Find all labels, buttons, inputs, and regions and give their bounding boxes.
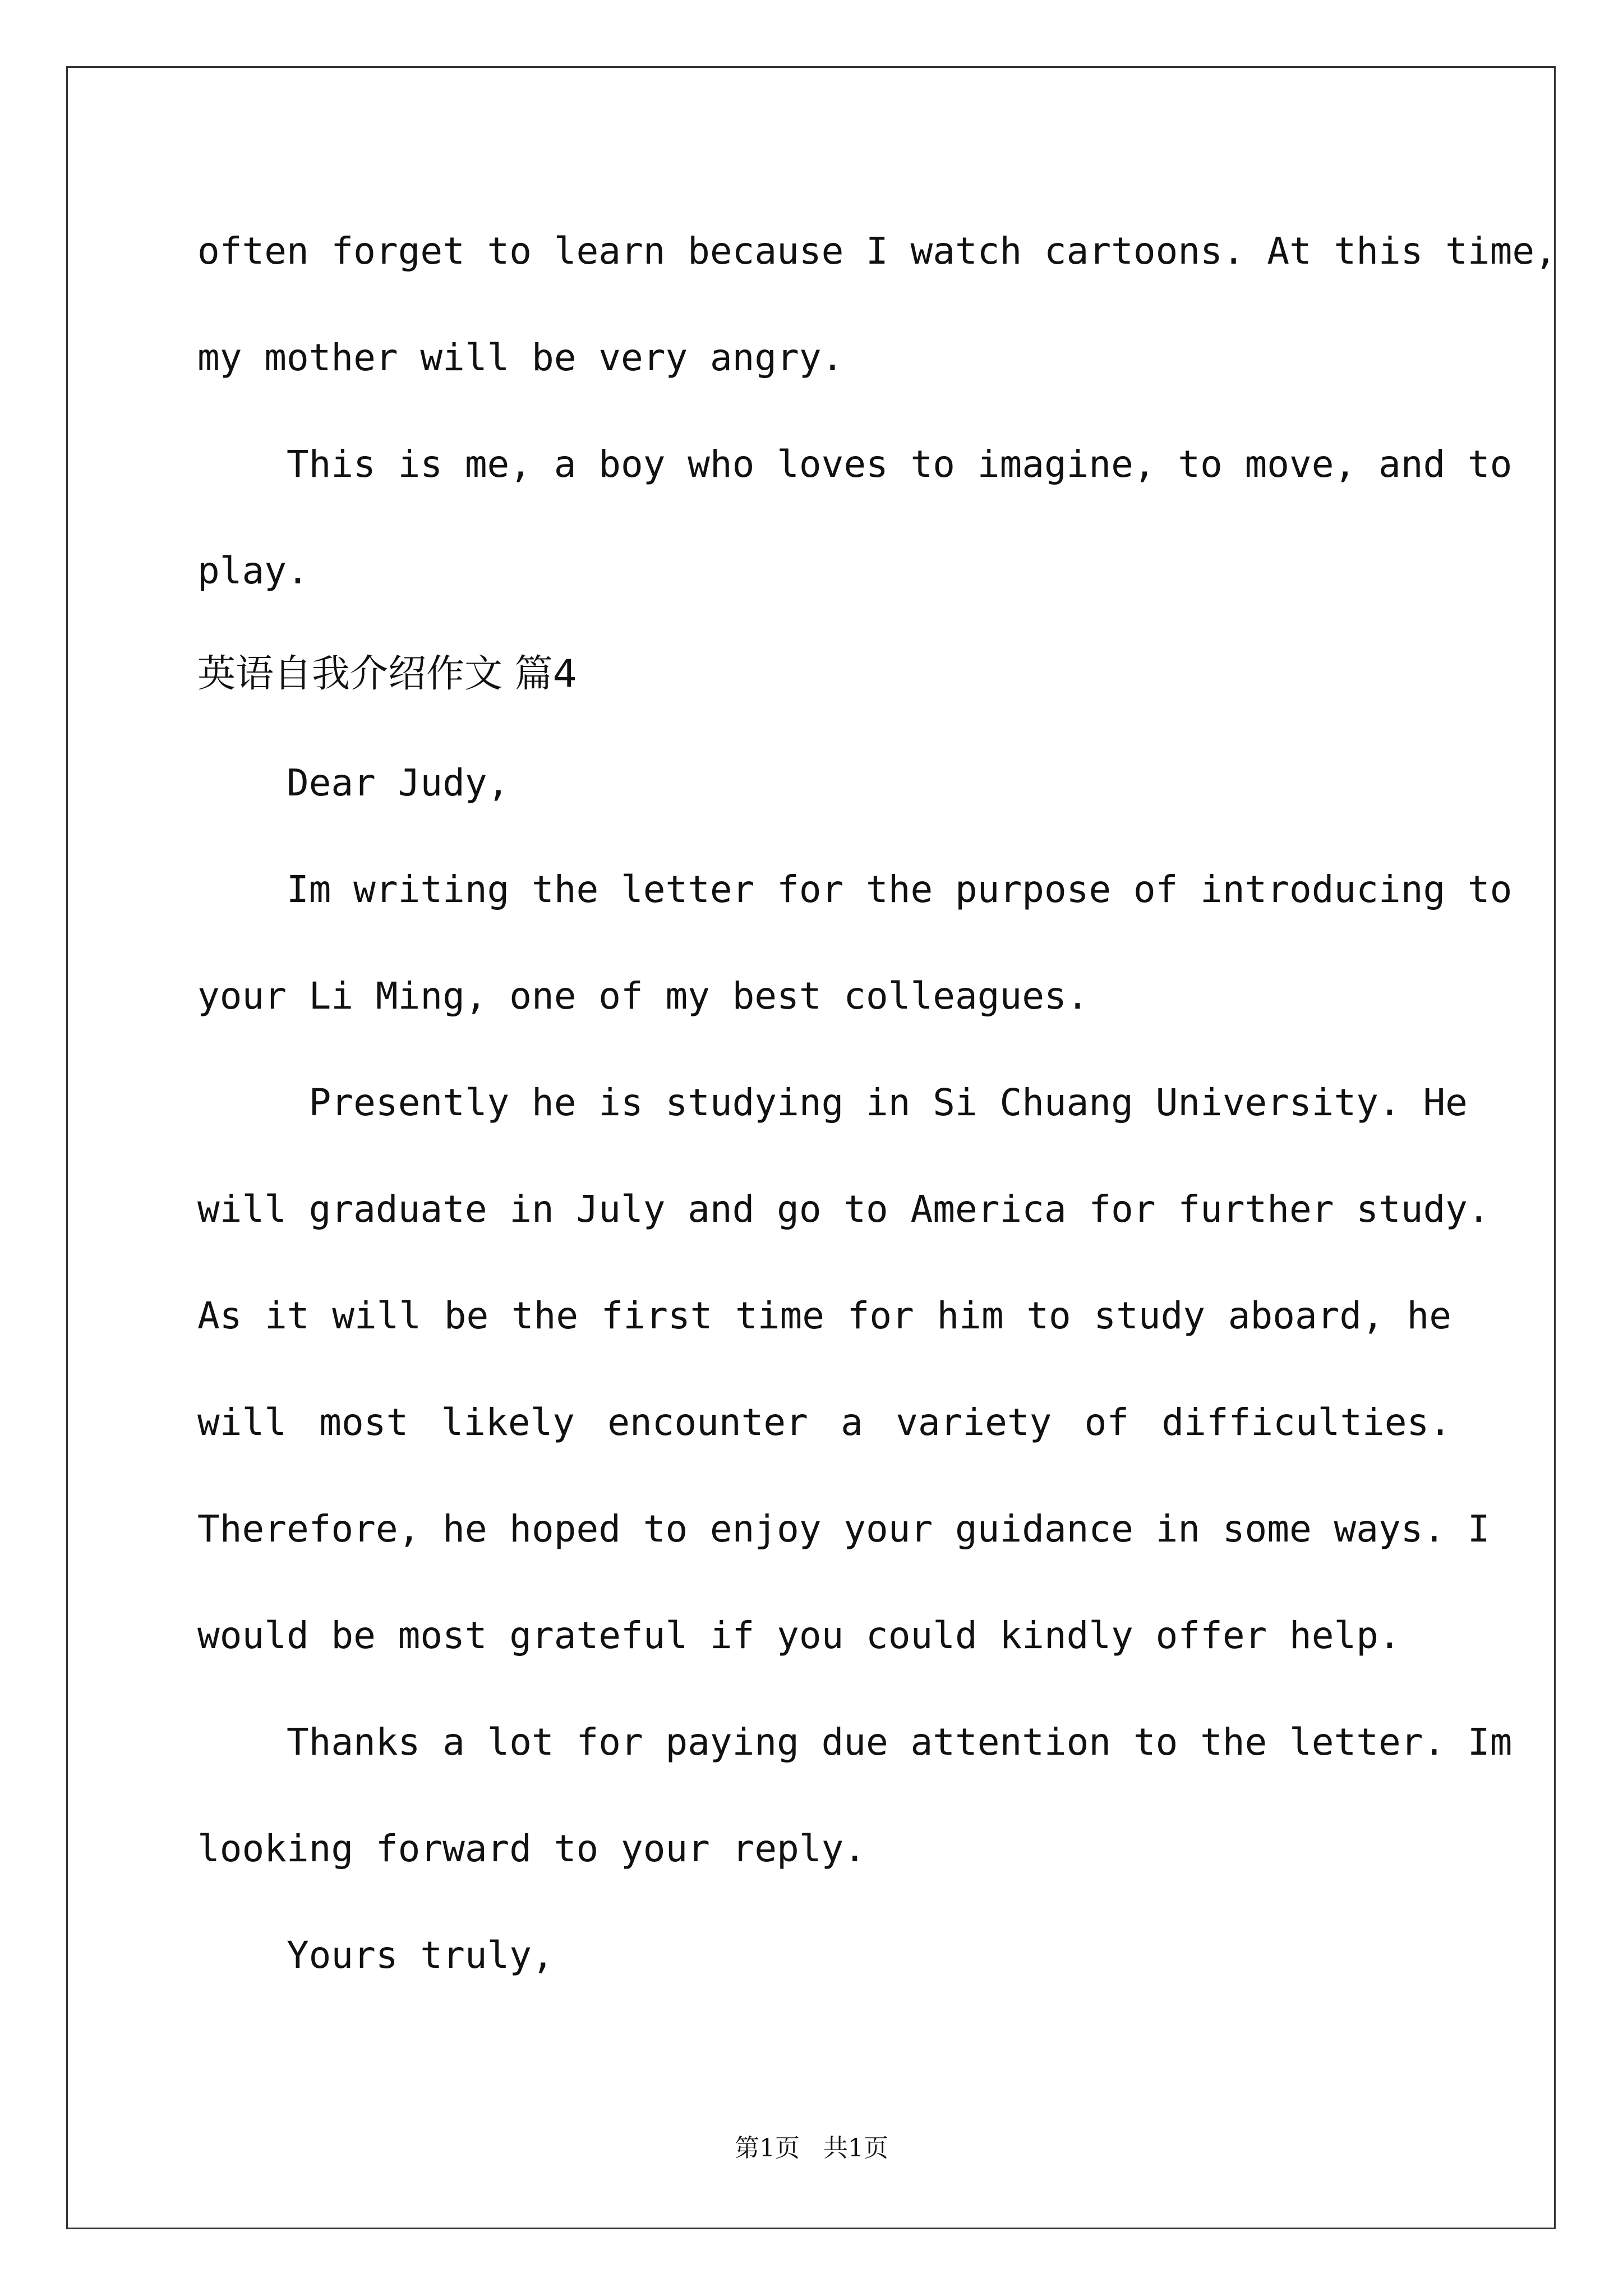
section-heading: 英语自我介绍作文 篇4 [197,652,577,696]
text-line: play. [197,549,309,592]
text-line: looking forward to your reply. [197,1827,866,1870]
text-line: will most likely encounter a variety of difficulties. [197,1401,1451,1444]
page-footer: 第1页 共1页 [735,2134,888,2162]
text-line: your Li Ming, one of my best colleagues. [197,974,1089,1018]
text-line: As it will be the first time for him to study aboard, he [197,1294,1451,1337]
closing: Yours truly, [197,1934,554,1977]
text-line: Presently he is studying in Si Chuang University. He [197,1081,1468,1124]
text-line: Im writing the letter for the purpose of introducing to [197,868,1513,911]
text-line: often forget to learn because I watch cartoons. At this time, [197,229,1557,273]
text-line: This is me, a boy who loves to imagine, to move, and to [197,443,1513,486]
text-line: will graduate in July and go to America for further study. [197,1188,1490,1231]
text-line: Thanks a lot for paying due attention to the letter. Im [197,1720,1513,1764]
text-line: would be most grateful if you could kindly offer help. [197,1614,1401,1657]
salutation: Dear Judy, [197,761,510,804]
page-frame [66,66,1556,2229]
text-line: my mother will be very angry. [197,336,844,379]
text-line: Therefore, he hoped to enjoy your guidance in some ways. I [197,1507,1490,1550]
